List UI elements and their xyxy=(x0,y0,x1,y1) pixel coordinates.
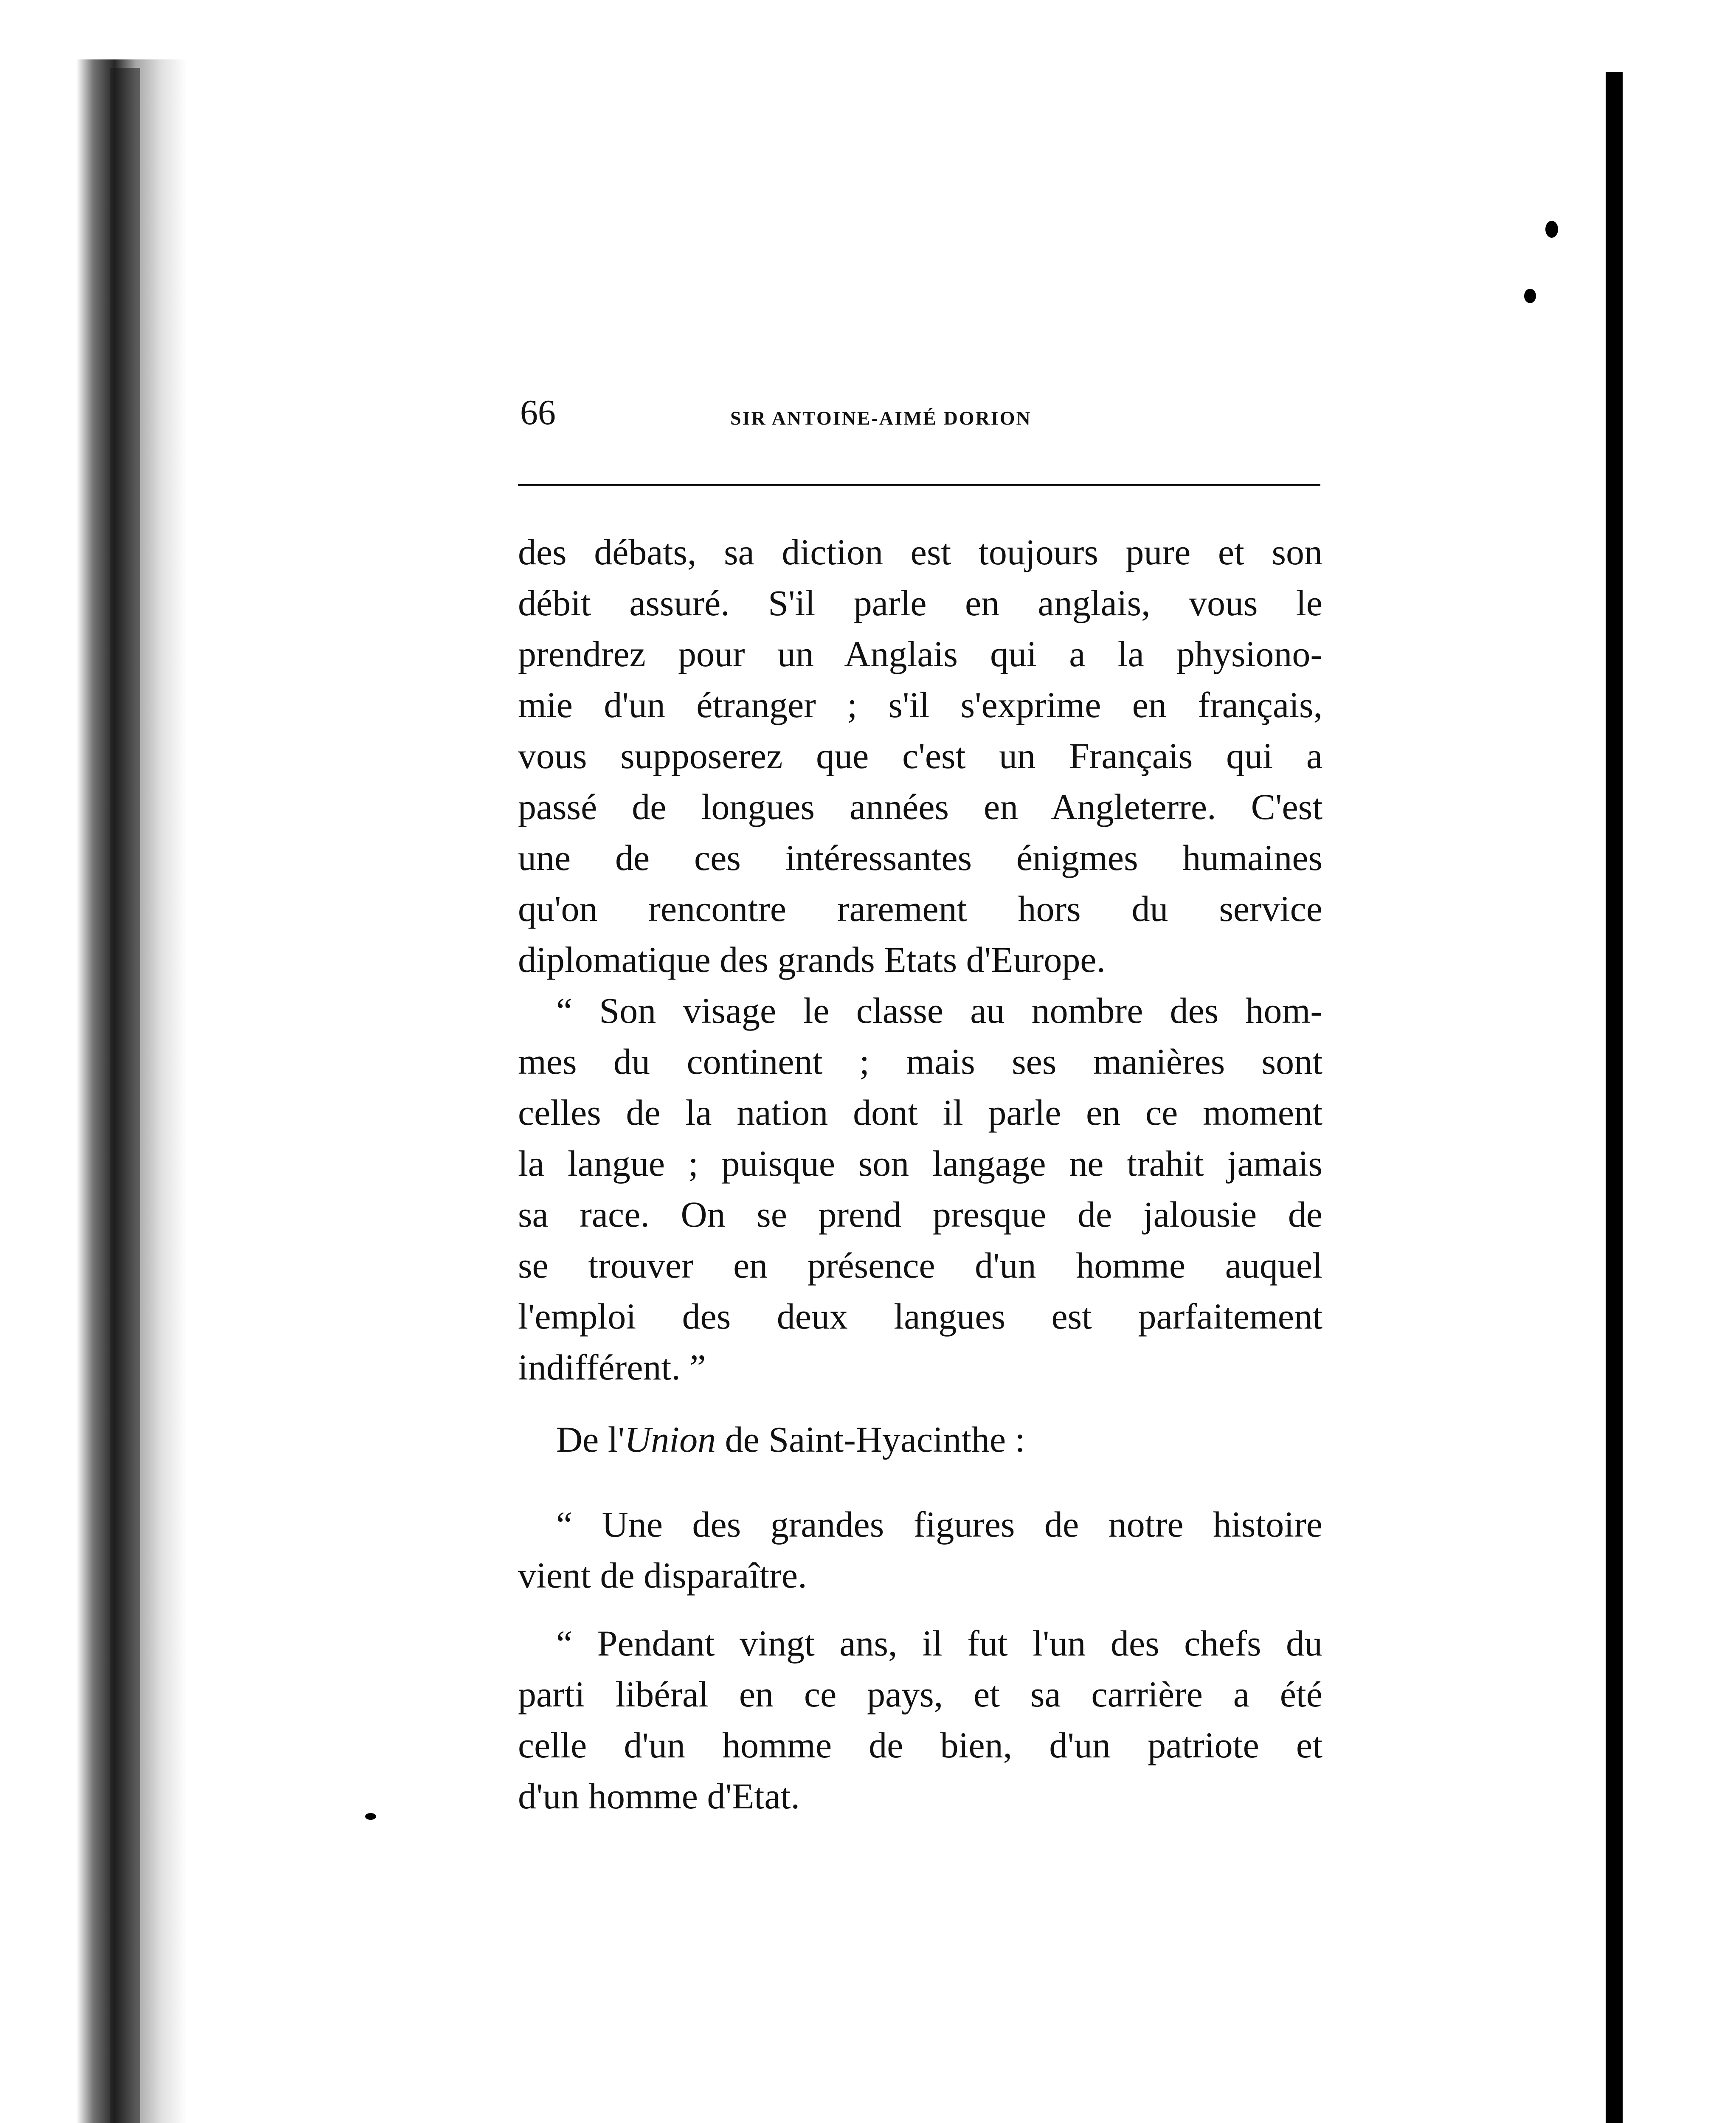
text-line: celle d'un homme de bien, d'un patriote et xyxy=(518,1725,1322,1765)
scan-speck xyxy=(1524,289,1536,303)
text-line: indifférent. ” xyxy=(518,1347,706,1388)
scan-speck xyxy=(1545,221,1558,238)
scan-binding-strip xyxy=(110,68,140,2123)
source-title: Union xyxy=(625,1419,716,1460)
text-line: sa race. On se prend presque de jalousie de xyxy=(518,1194,1322,1235)
text-line: la langue ; puisque son langage ne trahit jamais xyxy=(518,1143,1322,1184)
running-head: SIR ANTOINE-AIMÉ DORION xyxy=(730,407,1032,429)
text-line: parti libéral en ce pays, et sa carrière a été xyxy=(518,1674,1322,1715)
text-line: se trouver en présence d'un homme auquel xyxy=(518,1245,1322,1286)
text-line: prendrez pour un Anglais qui a la physiono- xyxy=(518,634,1322,674)
source-suffix: de Saint-Hyacinthe : xyxy=(716,1419,1025,1460)
text-line: “ Une des grandes figures de notre histoire xyxy=(556,1504,1322,1545)
source-prefix: De l' xyxy=(556,1419,625,1460)
text-line: celles de la nation dont il parle en ce moment xyxy=(518,1092,1322,1133)
text-line: des débats, sa diction est toujours pure et son xyxy=(518,532,1322,572)
paragraph-1 xyxy=(518,527,1322,985)
text-line: mie d'un étranger ; s'il s'exprime en français, xyxy=(518,684,1322,725)
source-attribution xyxy=(556,1414,1025,1465)
text-line: vous supposerez que c'est un Français qui a xyxy=(518,735,1322,776)
scan-speck xyxy=(365,1813,376,1820)
text-line: qu'on rencontre rarement hors du service xyxy=(518,888,1322,929)
text-line: d'un homme d'Etat. xyxy=(518,1776,800,1816)
text-line: l'emploi des deux langues est parfaitement xyxy=(518,1296,1322,1337)
text-line: débit assuré. S'il parle en anglais, vous le xyxy=(518,583,1322,623)
paragraph-3 xyxy=(518,1499,1322,1601)
scan-edge-bar-right xyxy=(1606,72,1623,2123)
text-line: “ Son visage le classe au nombre des hom- xyxy=(556,990,1322,1031)
header-rule xyxy=(518,484,1320,486)
text-line: une de ces intéressantes énigmes humaines xyxy=(518,837,1322,878)
text-line: vient de disparaître. xyxy=(518,1555,807,1596)
page-number: 66 xyxy=(520,393,556,432)
paragraph-4 xyxy=(518,1618,1322,1822)
text-line: “ Pendant vingt ans, il fut l'un des chefs du xyxy=(556,1623,1322,1664)
text-line: passé de longues années en Angleterre. C'est xyxy=(518,786,1322,827)
paragraph-2 xyxy=(518,985,1322,1393)
text-line: mes du continent ; mais ses manières sont xyxy=(518,1041,1322,1082)
text-line: diplomatique des grands Etats d'Europe. xyxy=(518,939,1106,980)
